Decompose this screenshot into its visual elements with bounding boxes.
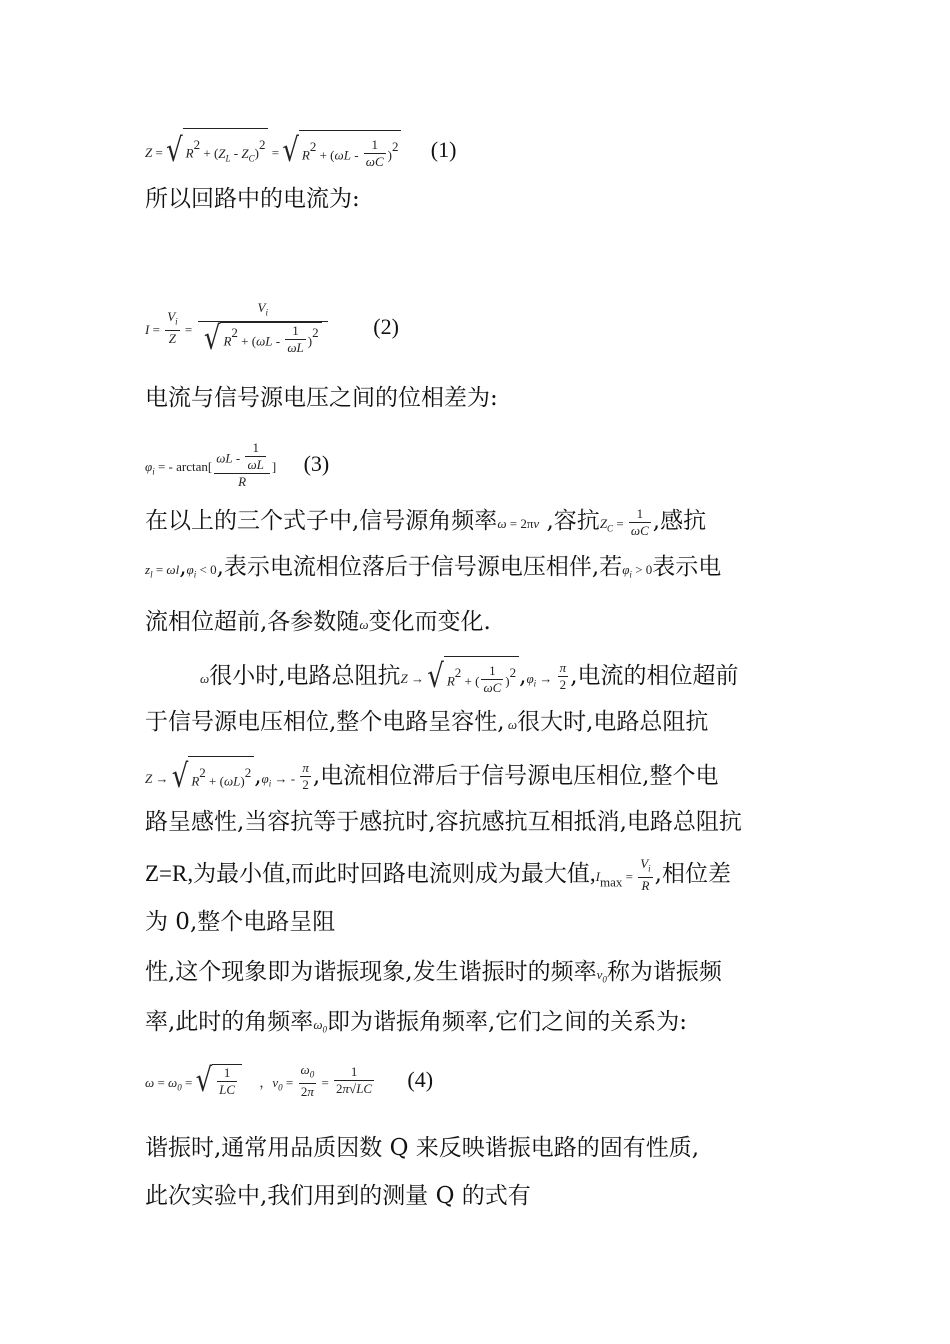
equation-2-number: (2) bbox=[373, 313, 399, 339]
paragraph-2-line-4: 路呈感性,当容抗等于感抗时,容抗感抗互相抵消,电路总阻抗 bbox=[145, 809, 742, 835]
text-measurement: 此次实验中,我们用到的测量 Q 的式有 bbox=[145, 1183, 531, 1209]
paragraph-2-line-7: 性,这个现象即为谐振现象,发生谐振时的频率$\nu_0$称为谐振频 bbox=[145, 959, 722, 985]
equation-4-number: (4) bbox=[407, 1066, 434, 1092]
text-current: 所以回路中的电流为: bbox=[145, 186, 360, 212]
equation-4: $\omega = \omega_0$ = √ $\frac{1}{LC}$ ，$\nu_0$ = $\frac{\omega_0}{2\pi}$ = $\frac{1}{2\pi√LC}$ (4) bbox=[145, 1062, 434, 1100]
paragraph-2-line-8: 率,此时的角频率$\omega_0$即为谐振角频率,它们之间的关系为: bbox=[145, 1009, 688, 1035]
text-quality-factor: 谐振时,通常用品质因数 Q 来反映谐振电路的固有性质, bbox=[145, 1135, 700, 1161]
paragraph-2-line-1: ω很小时,电路总阻抗Z → √ $R^2$ + ( $\frac{1}{\omega C}$ )$^2$ $,\varphi_i$ → $\frac{\pi}{2}$ ,电流的相位超前 bbox=[200, 656, 739, 699]
paragraph-2-line-6: 为 0,整个电路呈阻 bbox=[145, 909, 336, 935]
paragraph-1-line-1: 在以上的三个式子中,信号源角频率ω = 2πν ,容抗$Z_C$ = $\frac{1}{\omega C}$ ,感抗 bbox=[145, 505, 707, 538]
equation-3: $\varphi_i$ = - arctan[ ωL - $\frac{1}{\omega L}$ R ] (3) bbox=[145, 440, 330, 489]
equation-2: I = $\frac{V_i}{Z}$ = $V_i$ √ $R^2 + (\omega L$ - $\frac{1}{\omega L}$ )$^2$ (2) bbox=[145, 300, 399, 358]
paragraph-1-line-3: 流相位超前,各参数随ω变化而变化. bbox=[145, 609, 491, 635]
paragraph-2-line-3: Z → √ $R^2 + (\omega L)^2$ $,\varphi_i$ → - $\frac{\pi}{2}$ ,电流相位滞后于信号源电压相位,整个电 bbox=[145, 756, 718, 799]
equation-1: Z = √ $R^2 + (Z_L - Z_C)^2$ = √ $R^2 + (\omega L$ - $\frac{1}{\omega C}$ )$^2$ (1) bbox=[145, 128, 456, 174]
paragraph-1-line-2: $z_l = \omega l,\varphi_i < 0$,表示电流相位落后于信号源电压相伴,若$\varphi_i > 0$表示电 bbox=[145, 554, 722, 580]
equation-3-number: (3) bbox=[303, 451, 330, 476]
equation-1-number: (1) bbox=[430, 137, 457, 163]
paragraph-2-line-2: 于信号源电压相位,整个电路呈容性, ω很大时,电路总阻抗 bbox=[145, 709, 709, 735]
paragraph-2-line-5: Z=R,为最小值,而此时回路电流则成为最大值$,I_{max}$ = $\frac{V_i}{R}$ ,相位差 bbox=[145, 856, 731, 893]
text-phase-difference: 电流与信号源电压之间的位相差为: bbox=[145, 385, 498, 411]
